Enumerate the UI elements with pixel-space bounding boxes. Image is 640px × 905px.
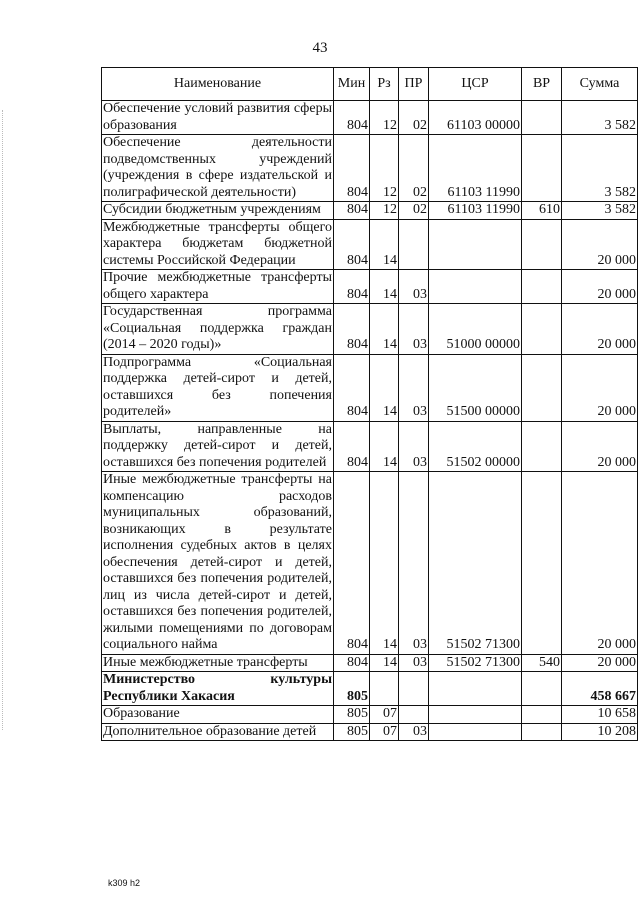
cell-rz: 14 [370,270,399,304]
cell-csr [429,723,522,741]
cell-min: 804 [334,270,370,304]
cell-vr [522,135,562,202]
cell-csr: 51000 00000 [429,304,522,355]
cell-name: Министерство культуры Республики Хакасия [103,672,332,704]
cell-csr: 61103 00000 [429,101,522,135]
table-row [102,472,638,655]
cell-vr [522,421,562,472]
table-row [102,354,638,421]
footer-code: k309 h2 [108,878,141,888]
cell-name: Иные межбюджетные трансферты [102,654,334,672]
cell-name: Выплаты, направленные на поддержку детей-сирот и детей, оставшихся без попечения родителей [103,421,332,470]
cell-vr: 610 [522,202,562,220]
table-body [102,101,638,741]
cell-name: Межбюджетные трансферты общего характера бюджетам бюджетной системы Российской Федерации [103,219,332,268]
header-pr: ПР [399,68,429,101]
cell-pr: 03 [399,723,429,741]
cell-name: Обеспечение деятельности подведомственных учреждений (учреждения в сфере издательской и полиграфической деятельности) [103,135,332,200]
cell-vr [522,706,562,724]
cell-pr: 03 [399,304,429,355]
table-row [102,706,638,724]
cell-rz [370,672,399,706]
cell-pr: 02 [399,202,429,220]
cell-csr [429,219,522,270]
cell-vr [522,270,562,304]
cell-csr [429,706,522,724]
cell-vr [522,219,562,270]
table-row [102,101,638,135]
cell-min: 804 [334,304,370,355]
cell-pr: 03 [399,654,429,672]
table-row [102,654,638,672]
cell-min: 805 [334,672,370,706]
cell-pr [399,219,429,270]
cell-vr [522,101,562,135]
cell-pr: 02 [399,135,429,202]
cell-name: Образование [102,706,334,724]
cell-rz: 07 [370,706,399,724]
cell-vr [522,472,562,655]
cell-pr: 03 [399,421,429,472]
cell-pr [399,706,429,724]
cell-pr: 02 [399,101,429,135]
cell-csr: 51502 71300 [429,472,522,655]
cell-sum: 20 000 [562,421,638,472]
cell-vr [522,672,562,706]
cell-csr [429,672,522,706]
cell-name: Обеспечение условий развития сферы образования [103,101,332,133]
cell-rz: 12 [370,135,399,202]
budget-table [101,67,638,741]
table-row [102,304,638,355]
table-row [102,421,638,472]
table-row [102,202,638,220]
cell-rz: 14 [370,421,399,472]
cell-rz: 14 [370,304,399,355]
cell-min: 804 [334,135,370,202]
cell-vr [522,354,562,421]
table-row [102,723,638,741]
cell-min: 805 [334,706,370,724]
cell-csr: 51502 71300 [429,654,522,672]
cell-min: 804 [334,101,370,135]
cell-min: 804 [334,219,370,270]
table-row [102,270,638,304]
header-sum: Сумма [562,68,638,101]
binding-margin-marks [2,110,6,730]
cell-csr [429,270,522,304]
table-row [102,672,638,706]
cell-csr: 51502 00000 [429,421,522,472]
cell-sum: 3 582 [562,101,638,135]
cell-rz: 14 [370,219,399,270]
header-vr: ВР [522,68,562,101]
cell-min: 804 [334,354,370,421]
page-number: 43 [312,40,328,56]
header-name: Наименование [102,68,334,101]
cell-sum: 10 658 [562,706,638,724]
cell-csr: 61103 11990 [429,135,522,202]
table-row [102,135,638,202]
cell-sum: 458 667 [562,672,638,706]
cell-rz: 12 [370,101,399,135]
cell-sum: 20 000 [562,354,638,421]
cell-rz: 07 [370,723,399,741]
cell-sum: 3 582 [562,135,638,202]
cell-min: 804 [334,421,370,472]
table-row [102,219,638,270]
cell-name: Государственная программа «Социальная поддержка граждан (2014 – 2020 годы)» [103,304,332,352]
cell-rz: 14 [370,654,399,672]
cell-name: Прочие межбюджетные трансферты общего характера [103,270,332,302]
cell-min: 804 [334,472,370,655]
table-header-row [102,68,638,101]
cell-min: 804 [334,202,370,220]
cell-min: 804 [334,654,370,672]
cell-sum: 20 000 [562,219,638,270]
cell-pr: 03 [399,354,429,421]
cell-sum: 20 000 [562,654,638,672]
cell-csr: 61103 11990 [429,202,522,220]
cell-sum: 3 582 [562,202,638,220]
cell-rz: 12 [370,202,399,220]
cell-sum: 20 000 [562,472,638,655]
cell-vr [522,723,562,741]
cell-rz: 14 [370,472,399,655]
header-min: Мин [334,68,370,101]
cell-name: Дополнительное образование детей [102,723,334,741]
cell-name: Субсидии бюджетным учреждениям [102,202,334,220]
header-csr: ЦСР [429,68,522,101]
cell-name: Подпрограмма «Социальная поддержка детей-сирот и детей, оставшихся без попечения родителей» [103,354,332,419]
cell-csr: 51500 00000 [429,354,522,421]
cell-sum: 20 000 [562,270,638,304]
header-rz: Рз [370,68,399,101]
cell-pr: 03 [399,472,429,655]
cell-rz: 14 [370,354,399,421]
cell-vr: 540 [522,654,562,672]
cell-vr [522,304,562,355]
cell-min: 805 [334,723,370,741]
cell-sum: 10 208 [562,723,638,741]
cell-pr [399,672,429,706]
cell-pr: 03 [399,270,429,304]
cell-sum: 20 000 [562,304,638,355]
cell-name: Иные межбюджетные трансферты на компенсацию расходов муниципальных образований, возникающих в результате исполнения судебных актов в целях обеспечения детей-сирот и детей, оставшихся без попечения родителей, лиц из числа детей-сирот и детей, оставшихся без попечения родителей, жилыми помещениями по договорам социального найма [103,472,332,652]
